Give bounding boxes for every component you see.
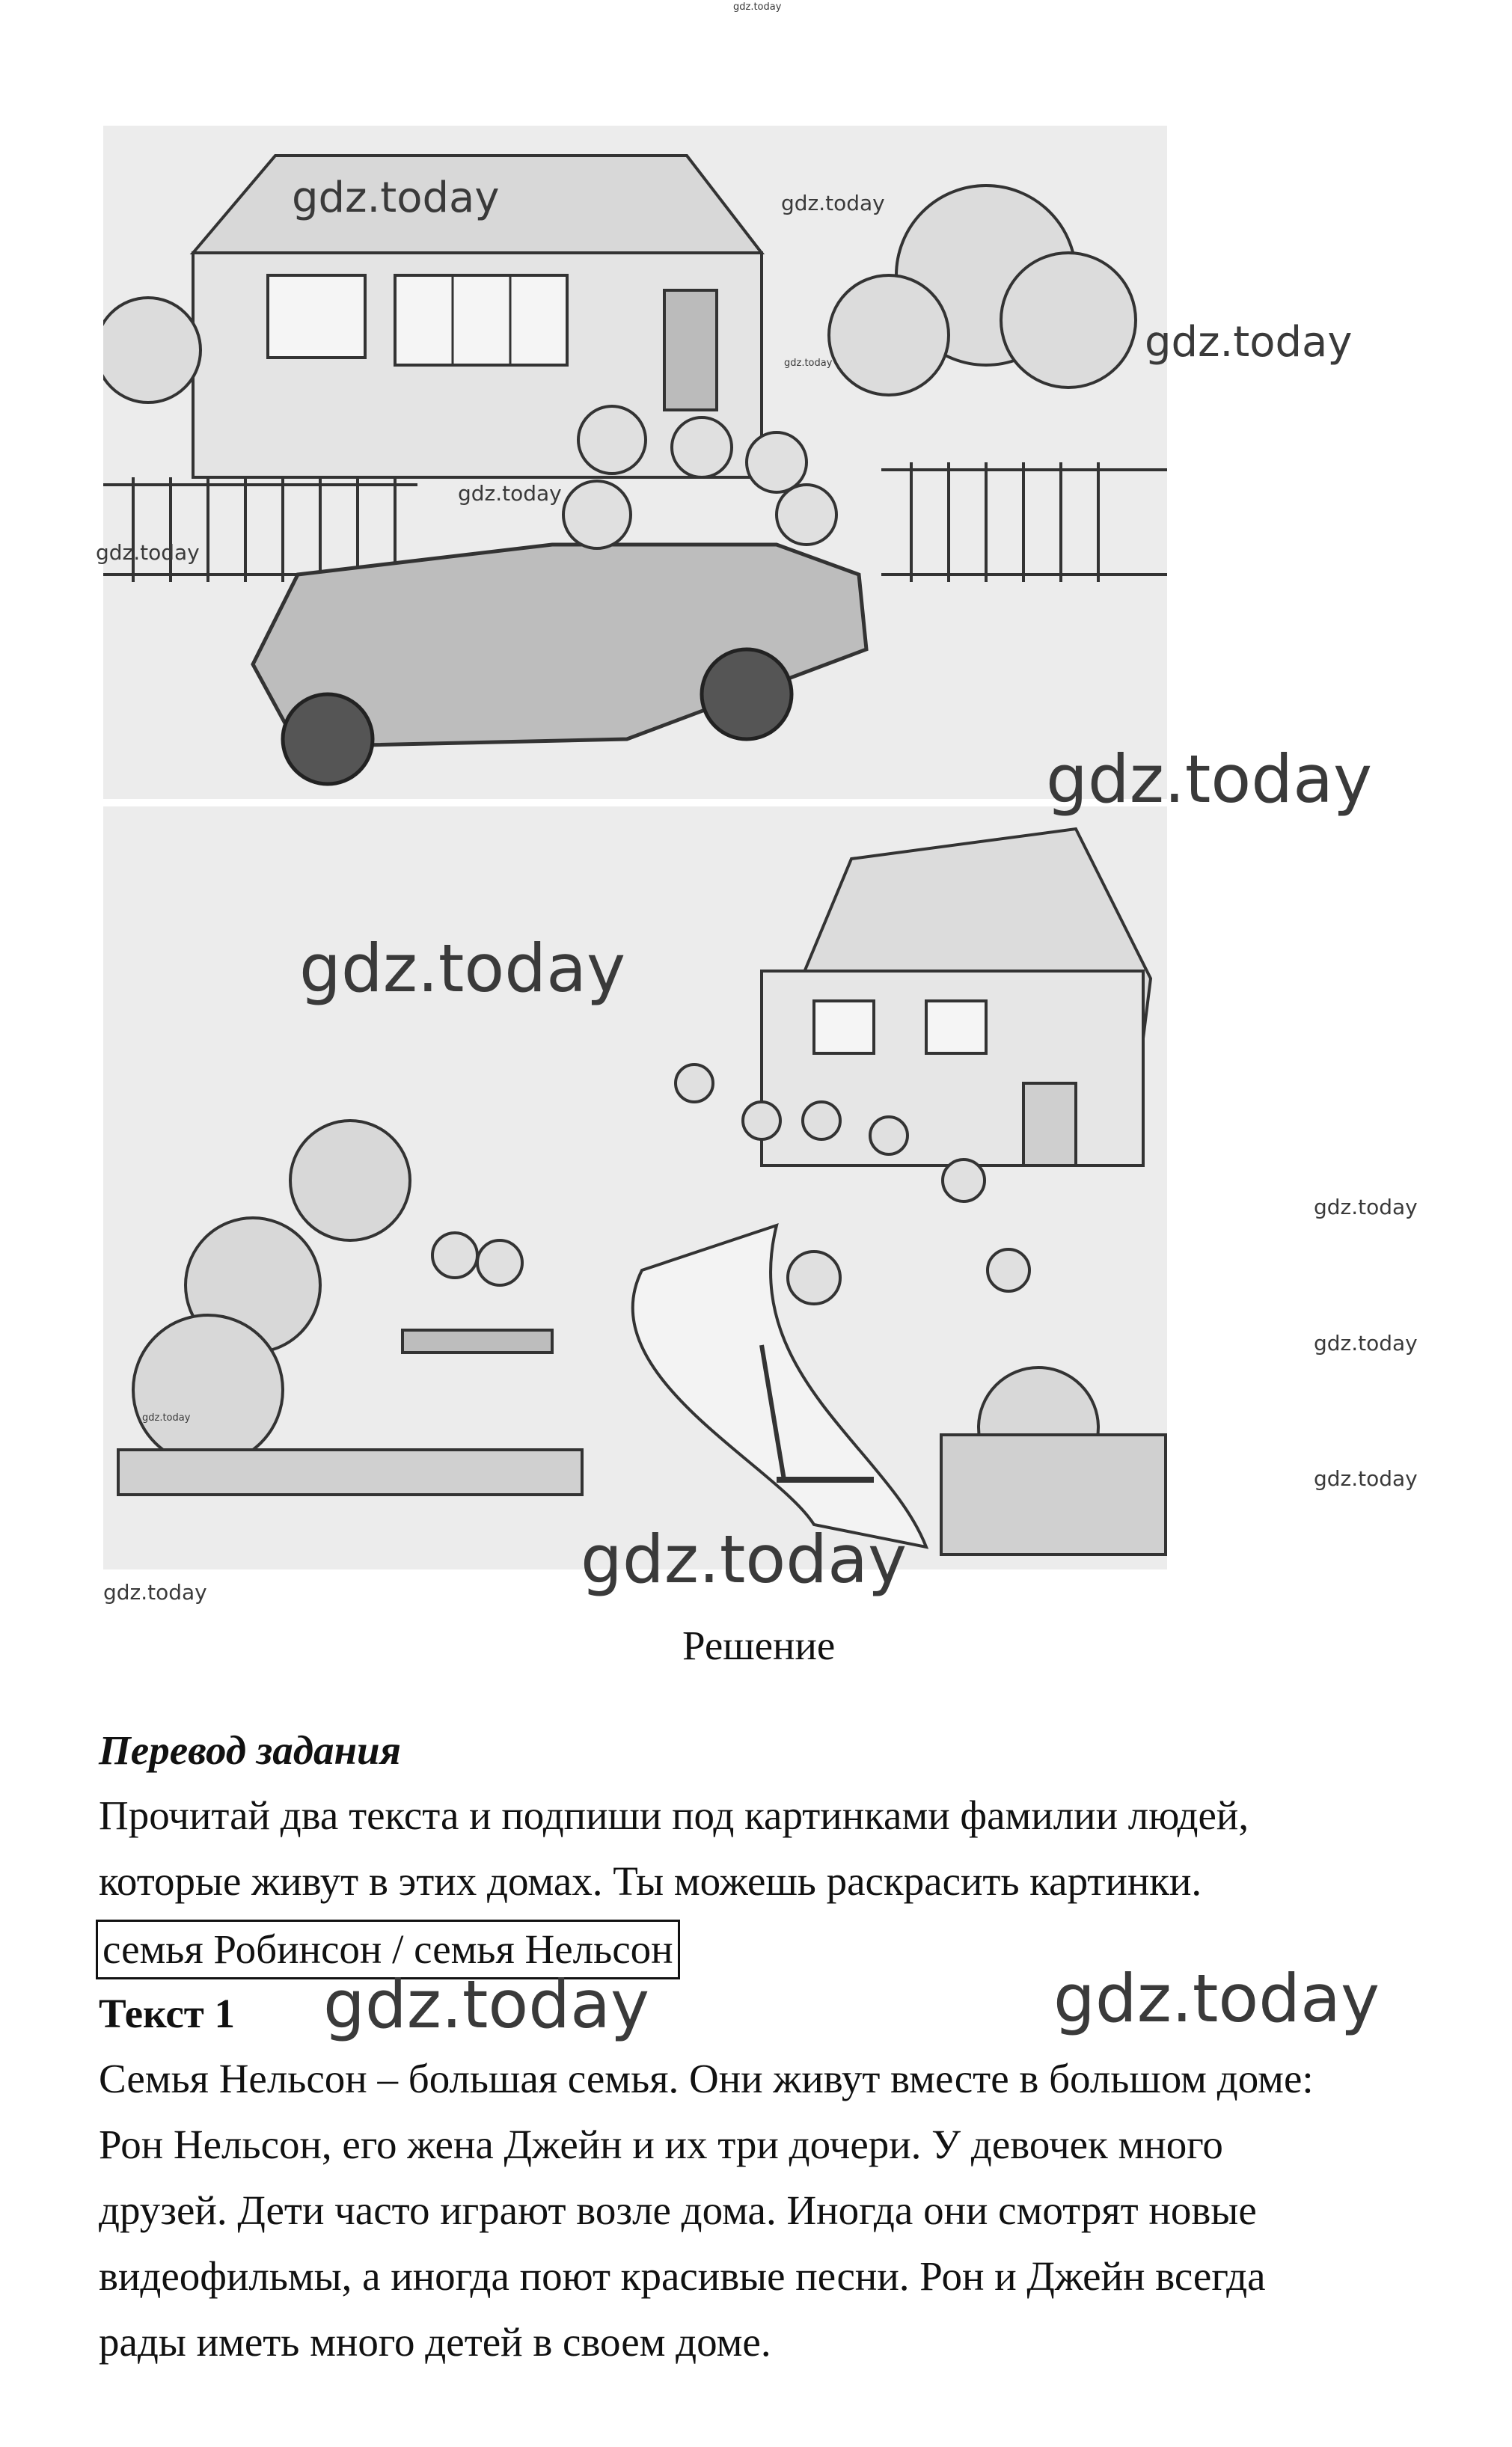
solution-caption: Решение [682,1623,836,1668]
text1-line-1: Семья Нельсон – большая семья. Они живут вместе в большом доме: [99,2056,1314,2101]
watermark: gdz.today [292,174,500,222]
illustration-house-car [103,126,1167,799]
family-names-box: семья Робинсон / семья Нельсон [96,1920,680,1979]
watermark: gdz.today [323,1966,650,2043]
translation-heading: Перевод задания [99,1727,401,1773]
house-children-drawing [103,806,1167,1569]
watermark: gdz.today [784,358,833,369]
text1-line-3: друзей. Дети часто играют возле дома. Иногда они смотрят новые [99,2187,1257,2233]
translation-line-2: которые живут в этих домах. Ты можешь раскрасить картинки. [99,1858,1202,1904]
watermark: gdz.today [142,1412,191,1424]
watermark: gdz.today [1046,741,1373,818]
watermark: gdz.today [458,481,562,506]
text1-line-5: рады иметь много детей в своем доме. [99,2319,771,2365]
watermark: gdz.today [103,1580,207,1605]
text1-line-4: видеофильмы, а иногда поют красивые песни. Рон и Джейн всегда [99,2253,1266,2299]
watermark: gdz.today [1314,1466,1418,1491]
text1-line-2: Рон Нельсон, его жена Джейн и их три дочери. У девочек много [99,2122,1223,2167]
watermark: gdz.today [96,540,200,565]
house-car-drawing [103,126,1167,799]
watermark: gdz.today [1053,1960,1380,2037]
watermark: gdz.today [781,191,885,215]
watermark: gdz.today [299,930,626,1007]
watermark: gdz.today [1145,318,1353,367]
translation-line-1: Прочитай два текста и подпиши под картинками фамилии людей, [99,1792,1249,1838]
watermark: gdz.today [1314,1331,1418,1356]
text1-heading: Текст 1 [99,1991,235,2036]
watermark-top: gdz.today [733,1,782,13]
watermark: gdz.today [581,1521,907,1598]
watermark: gdz.today [1314,1195,1418,1219]
illustration-house-children [103,806,1167,1569]
